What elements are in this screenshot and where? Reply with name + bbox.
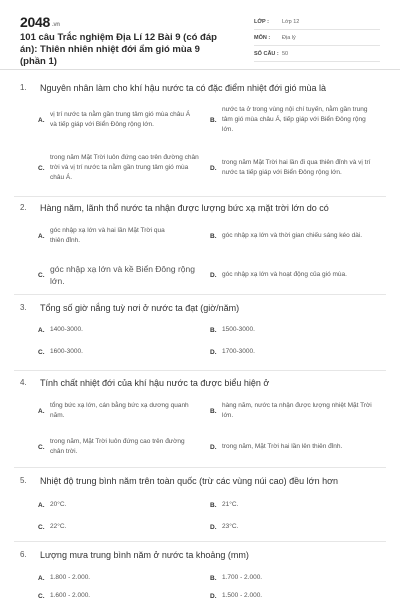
option-key: A. — [38, 407, 45, 415]
meta-row-subject — [254, 30, 380, 46]
option-text: tổng bức xạ lớn, cán bằng bức xạ dương quanh năm. — [50, 402, 189, 419]
option-b[interactable] — [210, 320, 384, 340]
option-text: vị trí nước ta nằm gần trung tâm gió mùa châu Á và tiếp giáp với Biển Đông rộng lớn. — [50, 111, 191, 128]
option-text: 1600-3000. — [50, 348, 83, 355]
site-logo[interactable] — [20, 14, 60, 30]
option-text: trong năm Mặt Trời luôn đứng cao trên đường chân trời và vị trí nước ta nằm gần trung tâm gió mùa châu Á. — [50, 154, 199, 181]
option-b[interactable] — [210, 397, 384, 425]
option-key: D. — [210, 443, 217, 451]
question-text: Lượng mưa trung bình năm ở nước ta khoảng (mm) — [40, 550, 249, 560]
option-key: C. — [38, 443, 45, 451]
option-key: D. — [210, 271, 217, 279]
meta-row-class — [254, 14, 380, 30]
option-text: 1.700 - 2.000. — [222, 574, 263, 581]
option-b[interactable] — [210, 569, 384, 587]
meta-key: MÔN : — [254, 34, 271, 41]
option-d[interactable] — [210, 342, 384, 362]
option-a[interactable] — [38, 569, 210, 587]
option-a[interactable] — [38, 495, 210, 515]
meta-key: SỐ CÂU : — [254, 50, 279, 57]
option-text: góc nhập xạ lớn và kề Biển Đông rộng lớn. — [50, 264, 195, 286]
meta-key: LỚP : — [254, 18, 269, 25]
option-a[interactable] — [38, 222, 210, 250]
question-4 — [20, 377, 390, 467]
question-number: 6. — [20, 550, 27, 559]
option-key: B. — [210, 116, 217, 124]
meta-table — [254, 14, 380, 62]
option-d[interactable] — [210, 517, 384, 537]
option-key: B. — [210, 574, 217, 582]
option-text: hàng năm, nước ta nhận được lượng nhiệt Mặt Trời lớn. — [222, 402, 372, 419]
divider — [14, 541, 386, 542]
question-1 — [20, 82, 390, 190]
option-key: A. — [38, 326, 45, 334]
option-key: D. — [210, 164, 217, 172]
option-key: B. — [210, 407, 217, 415]
option-key: B. — [210, 232, 217, 240]
question-number: 2. — [20, 203, 27, 212]
option-text: 1700-3000. — [222, 348, 255, 355]
option-text: 1.600 - 2.000. — [50, 592, 91, 599]
meta-value: 50 — [282, 50, 289, 57]
divider — [14, 370, 386, 371]
option-text: 1500-3000. — [222, 326, 255, 333]
option-key: A. — [38, 116, 45, 124]
divider — [14, 196, 386, 197]
option-key: D. — [210, 592, 217, 600]
question-text: Nguyên nhân làm cho khí hậu nước ta có đặc điểm nhiệt đới gió mùa là — [40, 83, 326, 93]
option-b[interactable] — [210, 495, 384, 515]
option-d[interactable] — [210, 591, 384, 600]
divider — [14, 294, 386, 295]
question-5 — [20, 475, 390, 541]
option-text: 21°C. — [222, 501, 239, 508]
option-key: D. — [210, 348, 217, 356]
option-c[interactable] — [38, 591, 210, 600]
option-text: trong năm, Mặt Trời luôn đứng cao trên đường chân trời. — [50, 438, 185, 455]
option-key: C. — [38, 271, 45, 279]
option-key: C. — [38, 592, 45, 600]
option-text: góc nhập xạ lớn và hai lần Mặt Trời qua thiên đỉnh. — [50, 227, 165, 244]
option-key: A. — [38, 232, 45, 240]
question-text: Tổng số giờ nắng tuỳ nơi ở nước ta đạt (giờ/năm) — [40, 303, 240, 313]
option-text: 23°C. — [222, 523, 239, 530]
question-2 — [20, 202, 390, 294]
option-d[interactable] — [210, 260, 384, 290]
option-c[interactable] — [38, 517, 210, 537]
question-number: 3. — [20, 303, 27, 312]
logo-main: 2048 — [20, 14, 50, 30]
option-c[interactable] — [38, 260, 210, 290]
option-b[interactable] — [210, 100, 384, 140]
option-text: nước ta ở trong vùng nội chí tuyến, nằm gần trung tâm gió mùa châu Á, tiếp giáp với Biển Đông rộng lớn. — [222, 106, 368, 133]
option-text: trong năm, Mặt Trời hai lần lên thiên đỉnh. — [222, 443, 343, 450]
option-key: C. — [38, 348, 45, 356]
question-6 — [20, 549, 390, 600]
logo-suffix: .vn — [51, 22, 60, 28]
option-d[interactable] — [210, 148, 384, 188]
option-b[interactable] — [210, 222, 384, 250]
option-a[interactable] — [38, 104, 210, 136]
question-3 — [20, 302, 390, 370]
question-number: 4. — [20, 378, 27, 387]
question-text: Nhiệt độ trung bình năm trên toàn quốc (trừ các vùng núi cao) đều lớn hơn — [40, 476, 339, 486]
question-text: Tính chất nhiệt đới của khí hậu nước ta được biểu hiện ở — [40, 378, 270, 388]
document-title: 101 câu Trắc nghiệm Địa Lí 12 Bài 9 (có đáp án): Thiên nhiên nhiệt đới ẩm gió mùa 9 (phần 1) — [20, 32, 217, 67]
option-text: trong năm Mặt Trời hai lần đi qua thiên đỉnh và vị trí nước ta tiếp giáp với Biển Đông rộng lớn. — [222, 159, 371, 176]
meta-row-count — [254, 46, 380, 62]
question-number: 1. — [20, 83, 27, 92]
option-key: A. — [38, 574, 45, 582]
question-text: Hàng năm, lãnh thổ nước ta nhận được lượng bức xạ mặt trời lớn do có — [40, 203, 329, 213]
question-number: 5. — [20, 476, 27, 485]
meta-value: Lớp 12 — [282, 18, 300, 25]
option-text: 22°C. — [50, 523, 67, 530]
option-key: D. — [210, 523, 217, 531]
option-d[interactable] — [210, 433, 384, 461]
option-text: góc nhập xạ lớn và thời gian chiếu sáng kéo dài. — [222, 232, 363, 239]
document-header — [0, 0, 400, 70]
option-key: B. — [210, 501, 217, 509]
option-c[interactable] — [38, 148, 210, 188]
option-text: 20°C. — [50, 501, 67, 508]
option-key: A. — [38, 501, 45, 509]
option-c[interactable] — [38, 342, 210, 362]
option-a[interactable] — [38, 320, 210, 340]
option-text: 1400-3000. — [50, 326, 83, 333]
option-a[interactable] — [38, 397, 210, 425]
option-key: C. — [38, 164, 45, 172]
option-text: 1.800 - 2.000. — [50, 574, 91, 581]
option-text: góc nhập xạ lớn và hoạt động của gió mùa. — [222, 271, 347, 278]
option-text: 1.500 - 2.000. — [222, 592, 263, 599]
option-c[interactable] — [38, 433, 210, 461]
meta-value: Địa lý — [282, 34, 296, 41]
divider — [14, 467, 386, 468]
option-key: C. — [38, 523, 45, 531]
option-key: B. — [210, 326, 217, 334]
